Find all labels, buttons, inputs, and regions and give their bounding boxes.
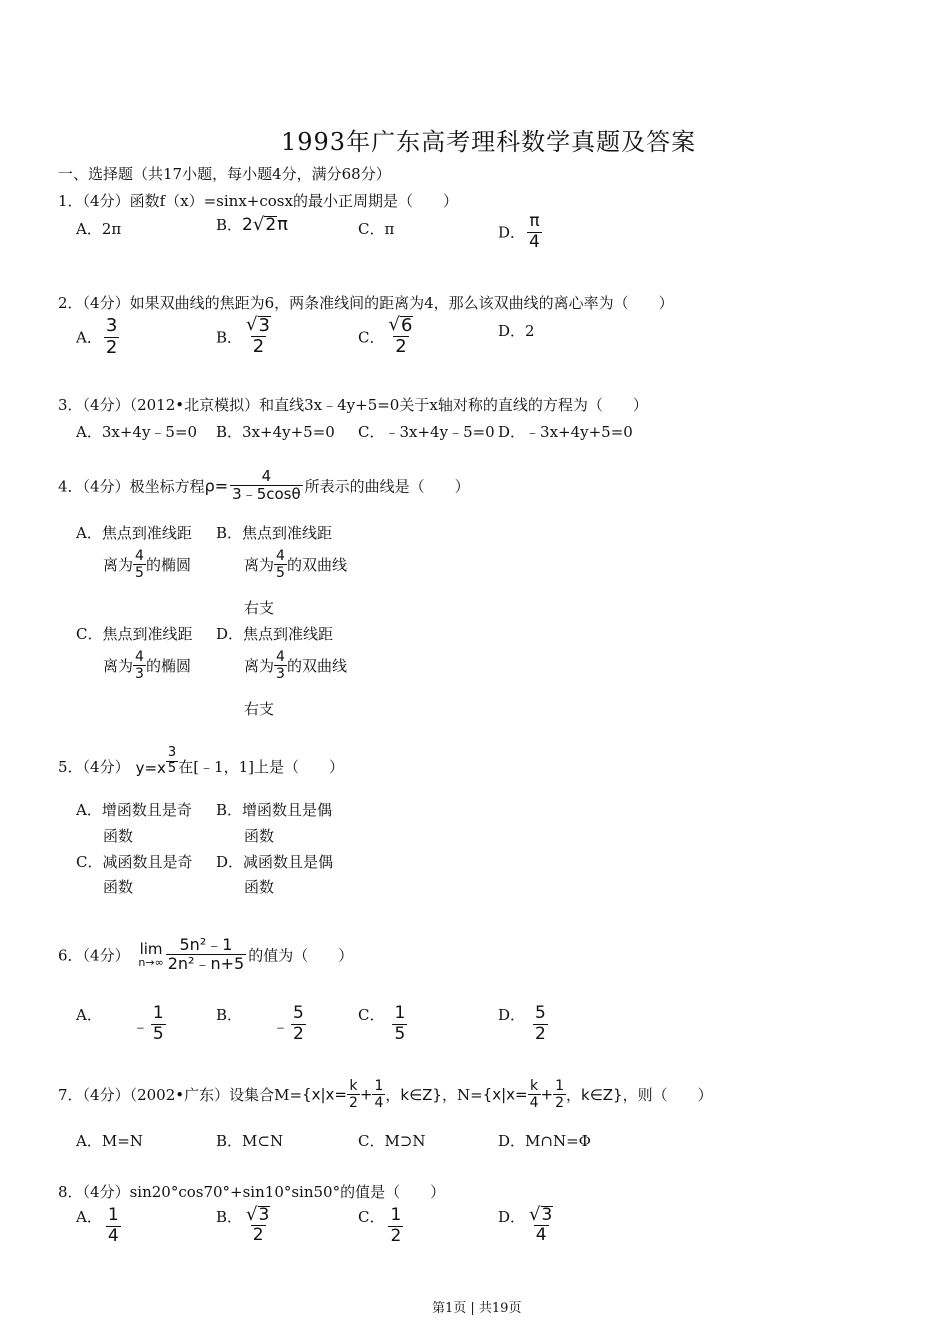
q8-option-b: B． √ 3 2 [216, 1204, 270, 1245]
question-2-stem: 2．（4分）如果双曲线的焦距为6，两条准线间的距离为4，那么该双曲线的离心率为（ ） [58, 294, 674, 312]
q5-option-a-line2: 函数 [103, 827, 134, 845]
q1-option-b: B．2 √ 2 π [216, 214, 289, 235]
question-3-stem: 3．（4分）（2012•北京模拟）和直线3x﹣4y+5=0关于x轴对称的直线的方程为（ ） [58, 396, 648, 414]
q5-option-c-line2: 函数 [103, 878, 134, 896]
q5-option-a-line1: A．增函数且是奇 [76, 801, 192, 819]
q5-option-d-line1: D．减函数且是偶 [216, 853, 334, 871]
q6-option-a: A．﹣ $\frac{1}{5}$ [76, 1003, 164, 1044]
q8-option-d: D． √ 3 4 [498, 1204, 553, 1245]
question-7-stem: 7．（4分）（2002•广东）设集合M={x|x= $\frac{k}{2}$ + $\frac{1}{4}$ ，k∈Z}，N={x|x= $\frac{k}{4}$ + $\frac{1}{2}$ ，k∈Z}，则（ ） [58, 1078, 713, 1112]
q4-option-b-line3: 右支 [244, 599, 275, 617]
q4-option-d-line1: D．焦点到准线距 [216, 625, 334, 643]
q1-option-a: A．2π [76, 220, 122, 238]
q1-option-d: D． $\frac{\pi}{4}$ [498, 211, 540, 252]
question-8-stem: 8．（4分）sin20°cos70°+sin10°sin50°的值是（ ） [58, 1183, 446, 1201]
q4-option-c-line1: C．焦点到准线距 [76, 625, 193, 643]
q8-option-a: A． $\frac{1}{4}$ [76, 1205, 119, 1246]
section-heading: 一、选择题（共17小题，每小题4分，满分68分） [58, 165, 391, 183]
q1-option-c: C．π [358, 220, 395, 238]
q5-option-b-line2: 函数 [244, 827, 275, 845]
q7-option-b: B．M⊂N [216, 1132, 284, 1150]
q4-option-d-line2: 离为 $\frac{4}{3}$ 的双曲线 [244, 649, 347, 683]
q2-option-c: C． √ 6 2 [358, 314, 413, 357]
question-5-stem: 5．（4分） y=x $\frac{3}{5}$ 在[﹣1，1]上是（ ） [58, 745, 344, 777]
q7-option-c: C．M⊃N [358, 1132, 426, 1150]
q4-option-b-line2: 离为 $\frac{4}{5}$ 的双曲线 [244, 548, 347, 582]
q3-option-a: A．3x+4y﹣5=0 [76, 423, 198, 441]
question-6-stem: 6．（4分） lim n→∞ $\frac{\text{5n²﹣1}}{\text{2n²﹣n+5}}$ 的值为（ ） [58, 935, 354, 974]
q4-option-a-line1: A．焦点到准线距 [76, 524, 192, 542]
q7-option-a: A．M=N [76, 1132, 143, 1150]
question-1-stem: 1．（4分）函数f（x）=sinx+cosx的最小正周期是（ ） [58, 192, 458, 210]
q2-option-b: B． √ 3 2 [216, 314, 270, 357]
q6-option-b: B．﹣ $\frac{5}{2}$ [216, 1003, 304, 1044]
q4-option-a-line2: 离为 $\frac{4}{5}$ 的椭圆 [103, 548, 191, 582]
q4-option-c-line2: 离为 $\frac{4}{3}$ 的椭圆 [103, 649, 191, 683]
q5-option-d-line2: 函数 [244, 878, 275, 896]
page-footer: 第1页 | 共19页 [432, 1301, 522, 1316]
q4-option-b-line1: B．焦点到准线距 [216, 524, 333, 542]
q2-option-a: A． $\frac{3}{2}$ [76, 315, 118, 358]
q3-option-c: C．﹣3x+4y﹣5=0 [358, 423, 495, 441]
q2-option-d: D．2 [498, 322, 535, 340]
q7-option-d: D．M∩N=Φ [498, 1132, 591, 1150]
q6-option-d: D． $\frac{5}{2}$ [498, 1003, 546, 1044]
q5-option-c-line1: C．减函数且是奇 [76, 853, 193, 871]
q3-option-d: D．﹣3x+4y+5=0 [498, 423, 633, 441]
q8-option-c: C． $\frac{1}{2}$ [358, 1205, 402, 1246]
q5-option-b-line1: B．增函数且是偶 [216, 801, 333, 819]
q3-option-b: B．3x+4y+5=0 [216, 423, 335, 441]
q4-option-d-line3: 右支 [244, 700, 275, 718]
q6-option-c: C． $\frac{1}{5}$ [358, 1003, 406, 1044]
question-4-stem: 4．（4分）极坐标方程ρ= $\frac{4}{3﹣5\cos\theta}$ 所表示的曲线是（ ） [58, 467, 470, 504]
page-title: 1993年广东高考理科数学真题及答案 [281, 128, 697, 156]
